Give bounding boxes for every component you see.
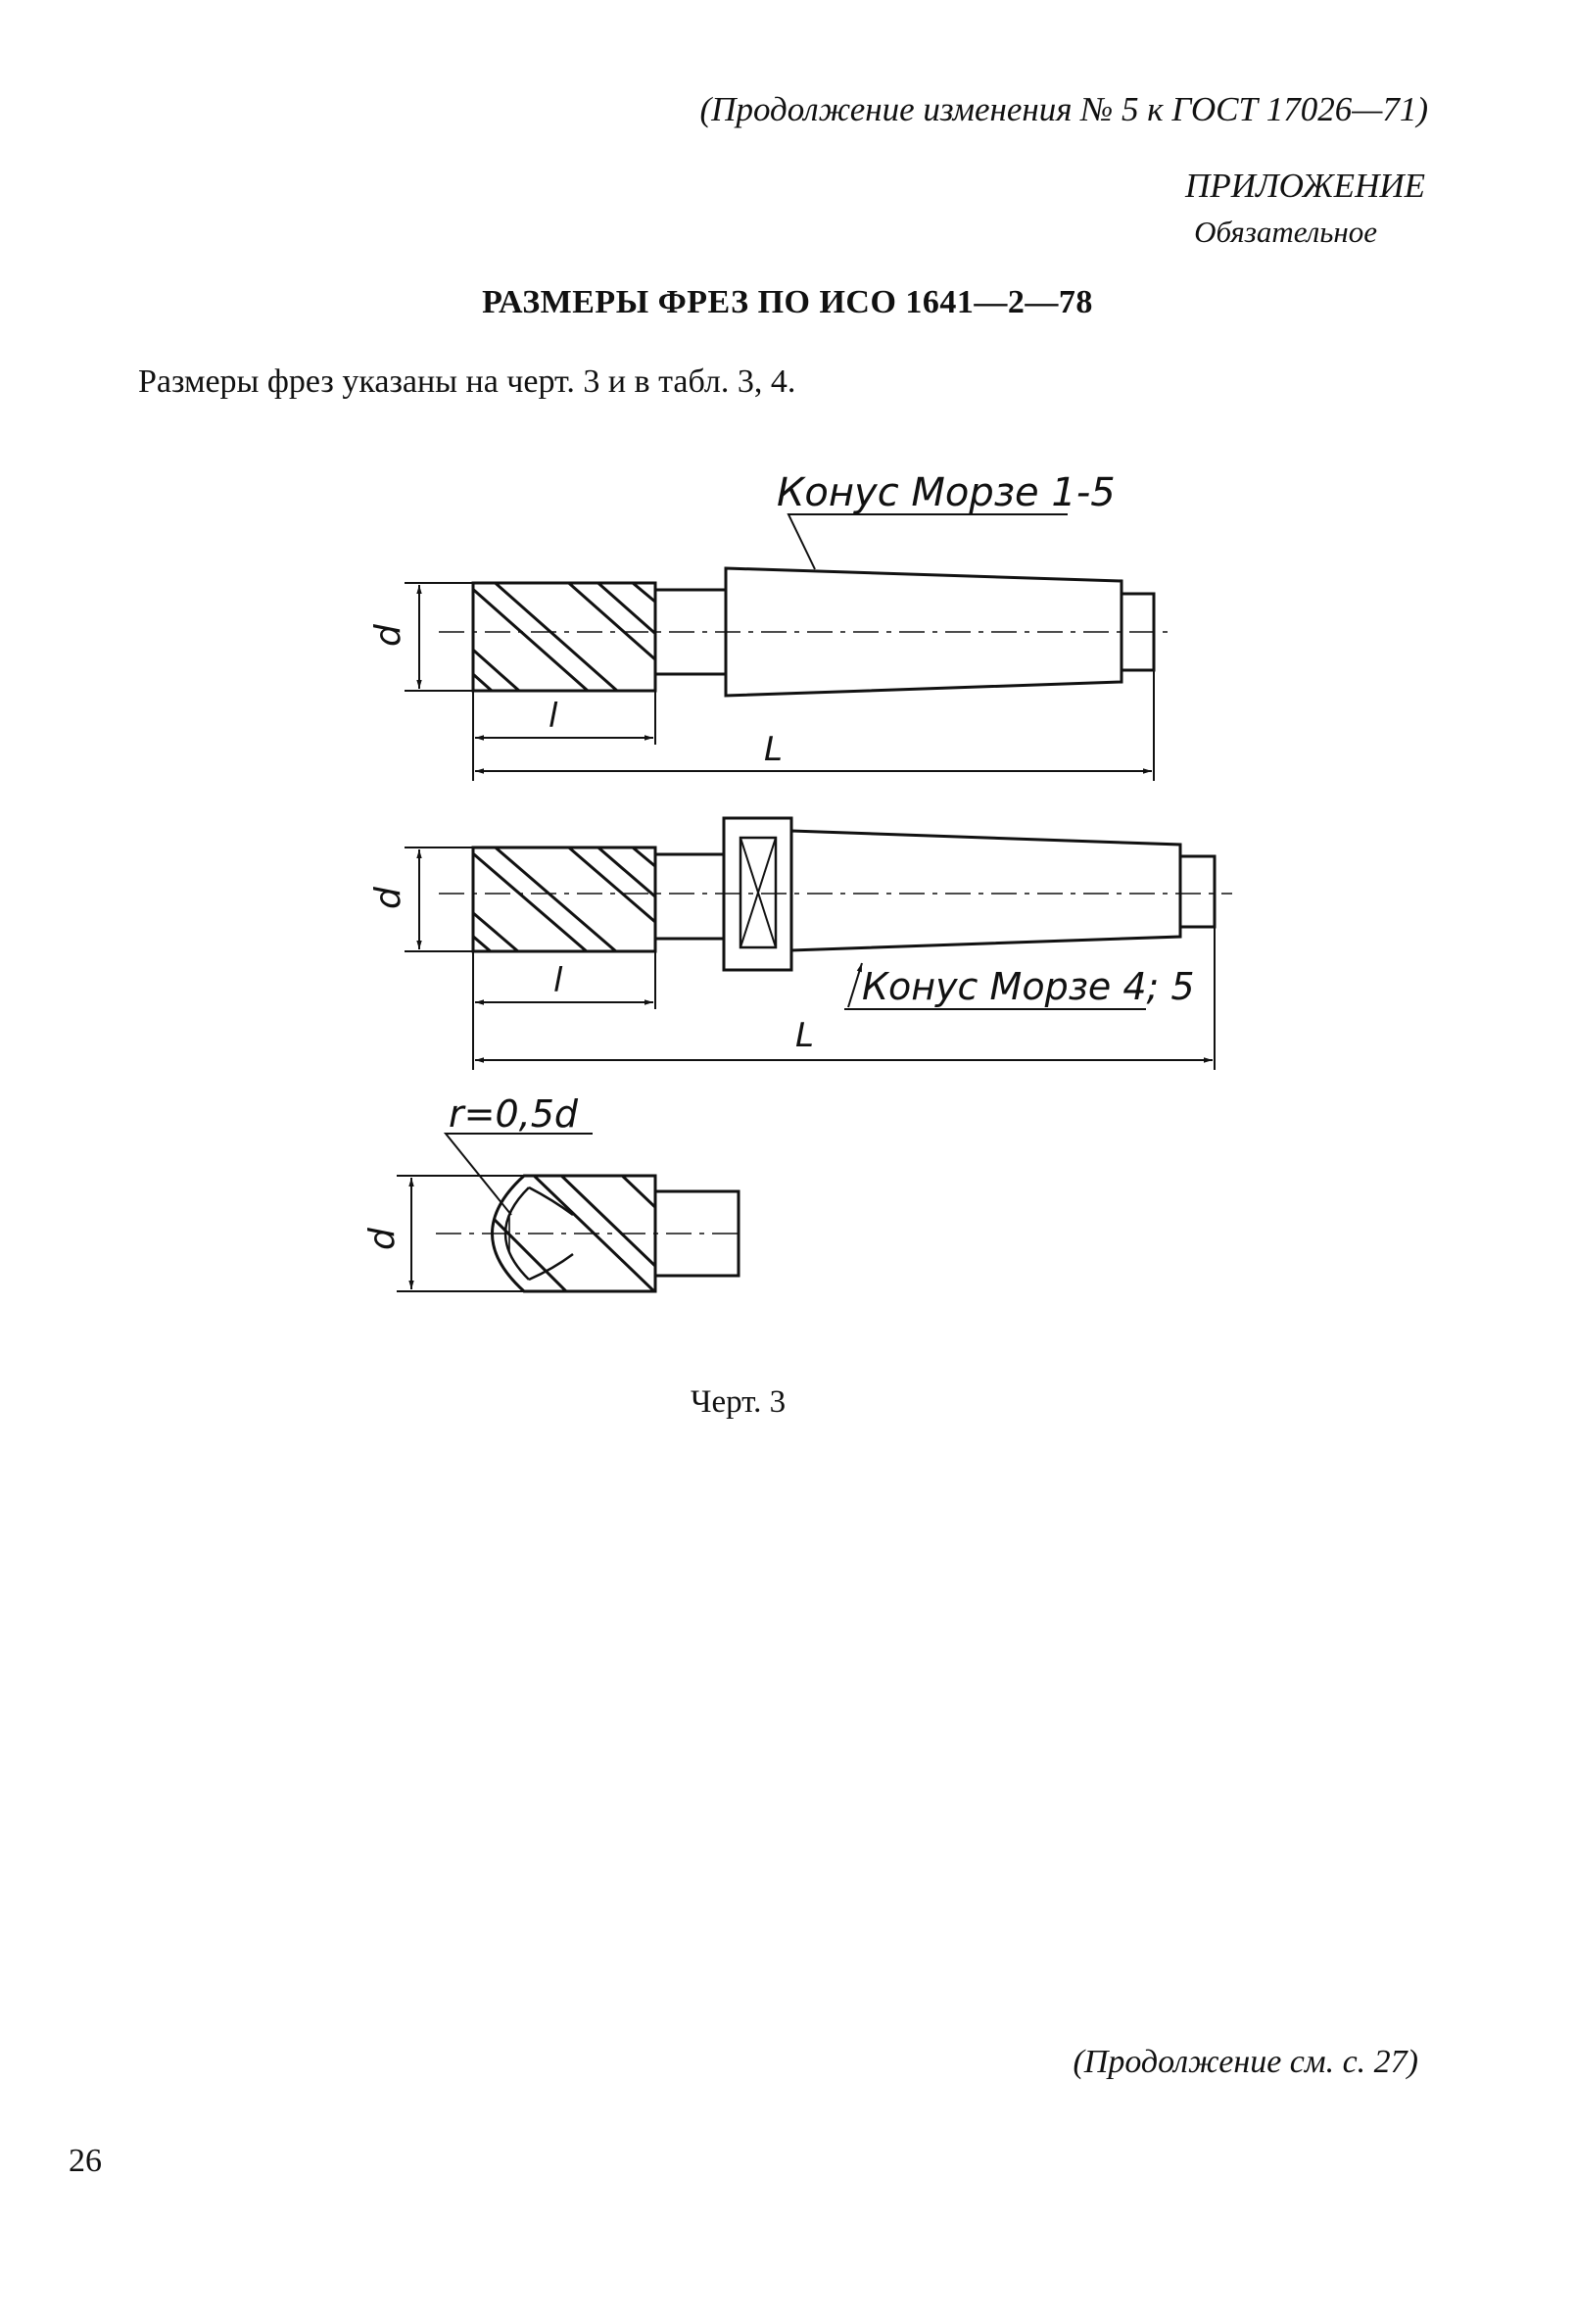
fig2-morse-taper [791,831,1180,950]
fig1-dim-l: l [549,697,558,736]
fig3-radius-label: r=0,5d [449,1092,579,1136]
section-title: РАЗМЕРЫ ФРЕЗ ПО ИСО 1641—2—78 [482,284,1093,320]
intro-text: Размеры фрез указаны на черт. 3 и в табл. 3, 4. [138,363,796,400]
figure-caption: Черт. 3 [691,1384,787,1420]
fig3-dim-d: d [362,1228,403,1250]
cutter-figure-1 [404,514,1173,781]
fig2-tang [1180,856,1215,927]
fig2-dim-d: d [368,887,408,909]
page-number: 26 [69,2143,102,2179]
appendix-type: Обязательное [1194,215,1377,249]
fig1-dim-L: L [764,730,783,769]
fig1-dim-d: d [368,624,408,647]
running-header: (Продолжение изменения № 5 к ГОСТ 17026—71) [699,90,1428,128]
fig2-dim-L: L [795,1016,814,1055]
fig2-neck [655,854,724,939]
appendix-label: ПРИЛОЖЕНИЕ [1185,167,1425,205]
fig2-dim-l: l [553,961,563,1000]
fig1-callout: Конус Морзе 1-5 [777,470,1116,515]
fig2-callout: Конус Морзе 4; 5 [862,965,1195,1008]
cutter-figure-2 [404,818,1232,1070]
footer-continued: (Продолжение см. с. 27) [1073,2044,1418,2080]
cutter-figure-3 [397,1134,742,1293]
